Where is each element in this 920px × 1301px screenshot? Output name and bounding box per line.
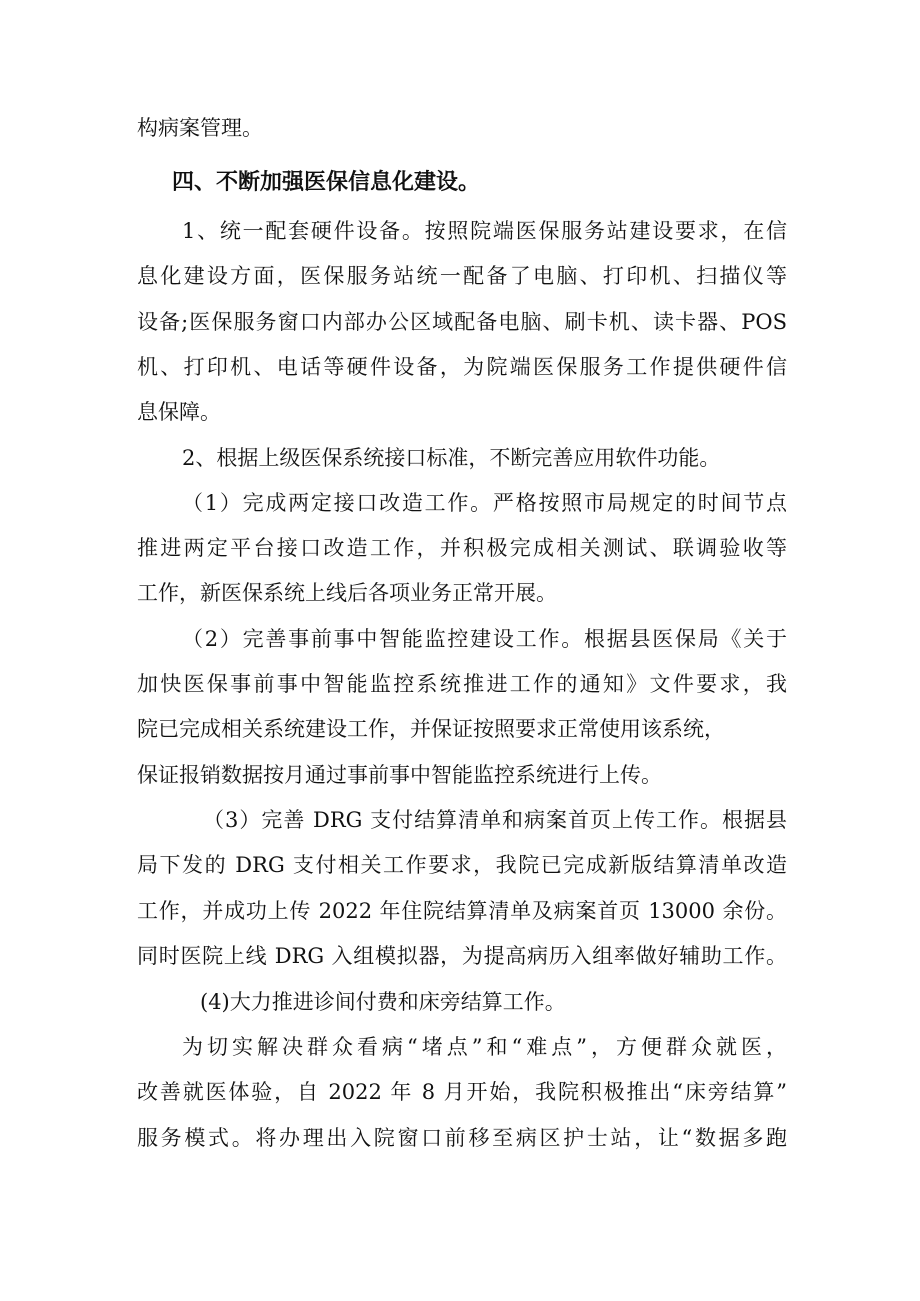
paragraph-3-line-3: 工作，新医保系统上线后各项业务正常开展。 [137, 581, 557, 605]
paragraph-3-line-2: 推进两定平台接口改造工作，并积极完成相关测试、联调验收等 [137, 536, 787, 560]
paragraph-1-line-1: 1、统一配套硬件设备。按照院端医保服务站建设要求，在信 [182, 219, 787, 243]
text-line-1: 构病案管理。 [137, 116, 263, 140]
paragraph-5-line-1: （3）完善 DRG 支付结算清单和病案首页上传工作。根据县 [203, 808, 787, 832]
paragraph-2-line-1: 2、根据上级医保系统接口标准，不断完善应用软件功能。 [182, 446, 721, 470]
paragraph-4-line-3: 院已完成相关系统建设工作，并保证按照要求正常使用该系统， [137, 717, 725, 741]
paragraph-7-line-1: 为切实解决群众看病“堵点”和“难点”，方便群众就医， [182, 1035, 787, 1059]
paragraph-1-line-3: 设备;医保服务窗口内部办公区域配备电脑、刷卡机、读卡器、POS [137, 310, 787, 334]
paragraph-1-line-4: 机、打印机、电话等硬件设备，为院端医保服务工作提供硬件信 [137, 355, 787, 379]
paragraph-5-line-4: 同时医院上线 DRG 入组模拟器，为提高病历入组率做好辅助工作。 [137, 944, 787, 968]
paragraph-7-line-2: 改善就医体验，自 2022 年 8 月开始，我院积极推出“床旁结算” [137, 1080, 787, 1104]
paragraph-4-line-2: 加快医保事前事中智能监控系统推进工作的通知》文件要求，我 [137, 672, 787, 696]
paragraph-5-line-2: 局下发的 DRG 支付相关工作要求，我院已完成新版结算清单改造 [137, 853, 787, 877]
paragraph-6-line-1: (4)大力推进诊间付费和床旁结算工作。 [200, 990, 566, 1014]
paragraph-3-line-1: （1）完成两定接口改造工作。严格按照市局规定的时间节点 [182, 491, 787, 515]
paragraph-4-line-1: （2）完善事前事中智能监控建设工作。根据县医保局《关于 [182, 627, 787, 651]
paragraph-1-line-2: 息化建设方面，医保服务站统一配备了电脑、打印机、扫描仪等 [137, 264, 787, 288]
paragraph-1-line-5: 息保障。 [137, 400, 221, 424]
section-heading: 四、不断加强医保信息化建设。 [172, 170, 481, 195]
paragraph-5-line-3: 工作，并成功上传 2022 年住院结算清单及病案首页 13000 余份。 [137, 899, 787, 923]
paragraph-4-line-4: 保证报销数据按月通过事前事中智能监控系统进行上传。 [137, 763, 662, 787]
paragraph-7-line-3: 服务模式。将办理出入院窗口前移至病区护士站，让“数据多跑 [137, 1126, 787, 1150]
